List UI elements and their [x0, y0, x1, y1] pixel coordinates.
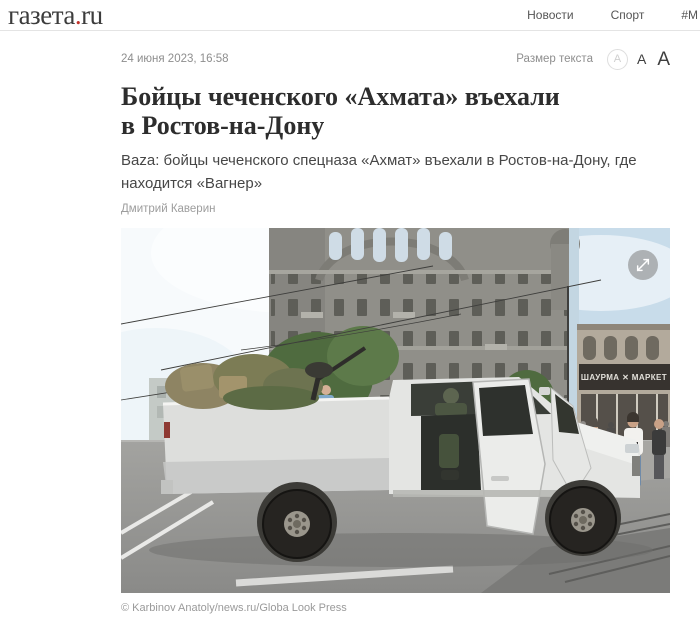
article-photo-illustration [121, 228, 670, 593]
site-logo-main: газета [8, 0, 75, 30]
article-subtitle: Baza: бойцы чеченского спецназа «Ахмат» въехали в Ростов-на-Дону, где находится «Вагнер» [121, 152, 637, 192]
rear-wheel [263, 490, 331, 558]
article-figure [121, 228, 670, 614]
nav-item-hashtag[interactable]: #М [681, 8, 698, 22]
text-size-control [516, 49, 670, 70]
expand-arrows-icon [635, 257, 651, 273]
site-logo[interactable] [8, 2, 103, 29]
article-author: Дмитрий Каверин [121, 203, 216, 216]
text-size-small-button[interactable]: A [607, 49, 628, 70]
text-size-large-button[interactable]: A [657, 48, 670, 70]
text-size-medium-button[interactable]: A [636, 51, 647, 67]
article-photo[interactable] [121, 228, 670, 593]
site-logo-dot: . [74, 0, 82, 30]
article-date: 24 июня 2023, 16:58 [121, 53, 229, 65]
article-title [121, 82, 670, 140]
soldier-legs-interior [439, 434, 459, 480]
text-size-label: Размер текста [516, 53, 593, 65]
front-wheel [550, 487, 616, 553]
shop-sign-text: ШАУРМА ✕ МАРКЕТ [580, 373, 668, 383]
photo-credit: © Karbinov Anatoly/news.ru/Globa Look Press [121, 602, 347, 615]
shop-sign [579, 364, 670, 390]
article-title-line1: Бойцы чеченского «Ахмата» въехали [121, 82, 560, 111]
article-title-line2: в Ростов-на-Дону [121, 111, 325, 141]
article [121, 47, 670, 614]
nav-item-sport[interactable]: Спорт [610, 8, 645, 22]
nav-item-news[interactable]: Новости [527, 8, 574, 22]
article-meta-row [121, 47, 670, 71]
site-header [0, 0, 700, 31]
site-logo-tld: ru [81, 0, 103, 30]
top-nav [527, 8, 698, 22]
